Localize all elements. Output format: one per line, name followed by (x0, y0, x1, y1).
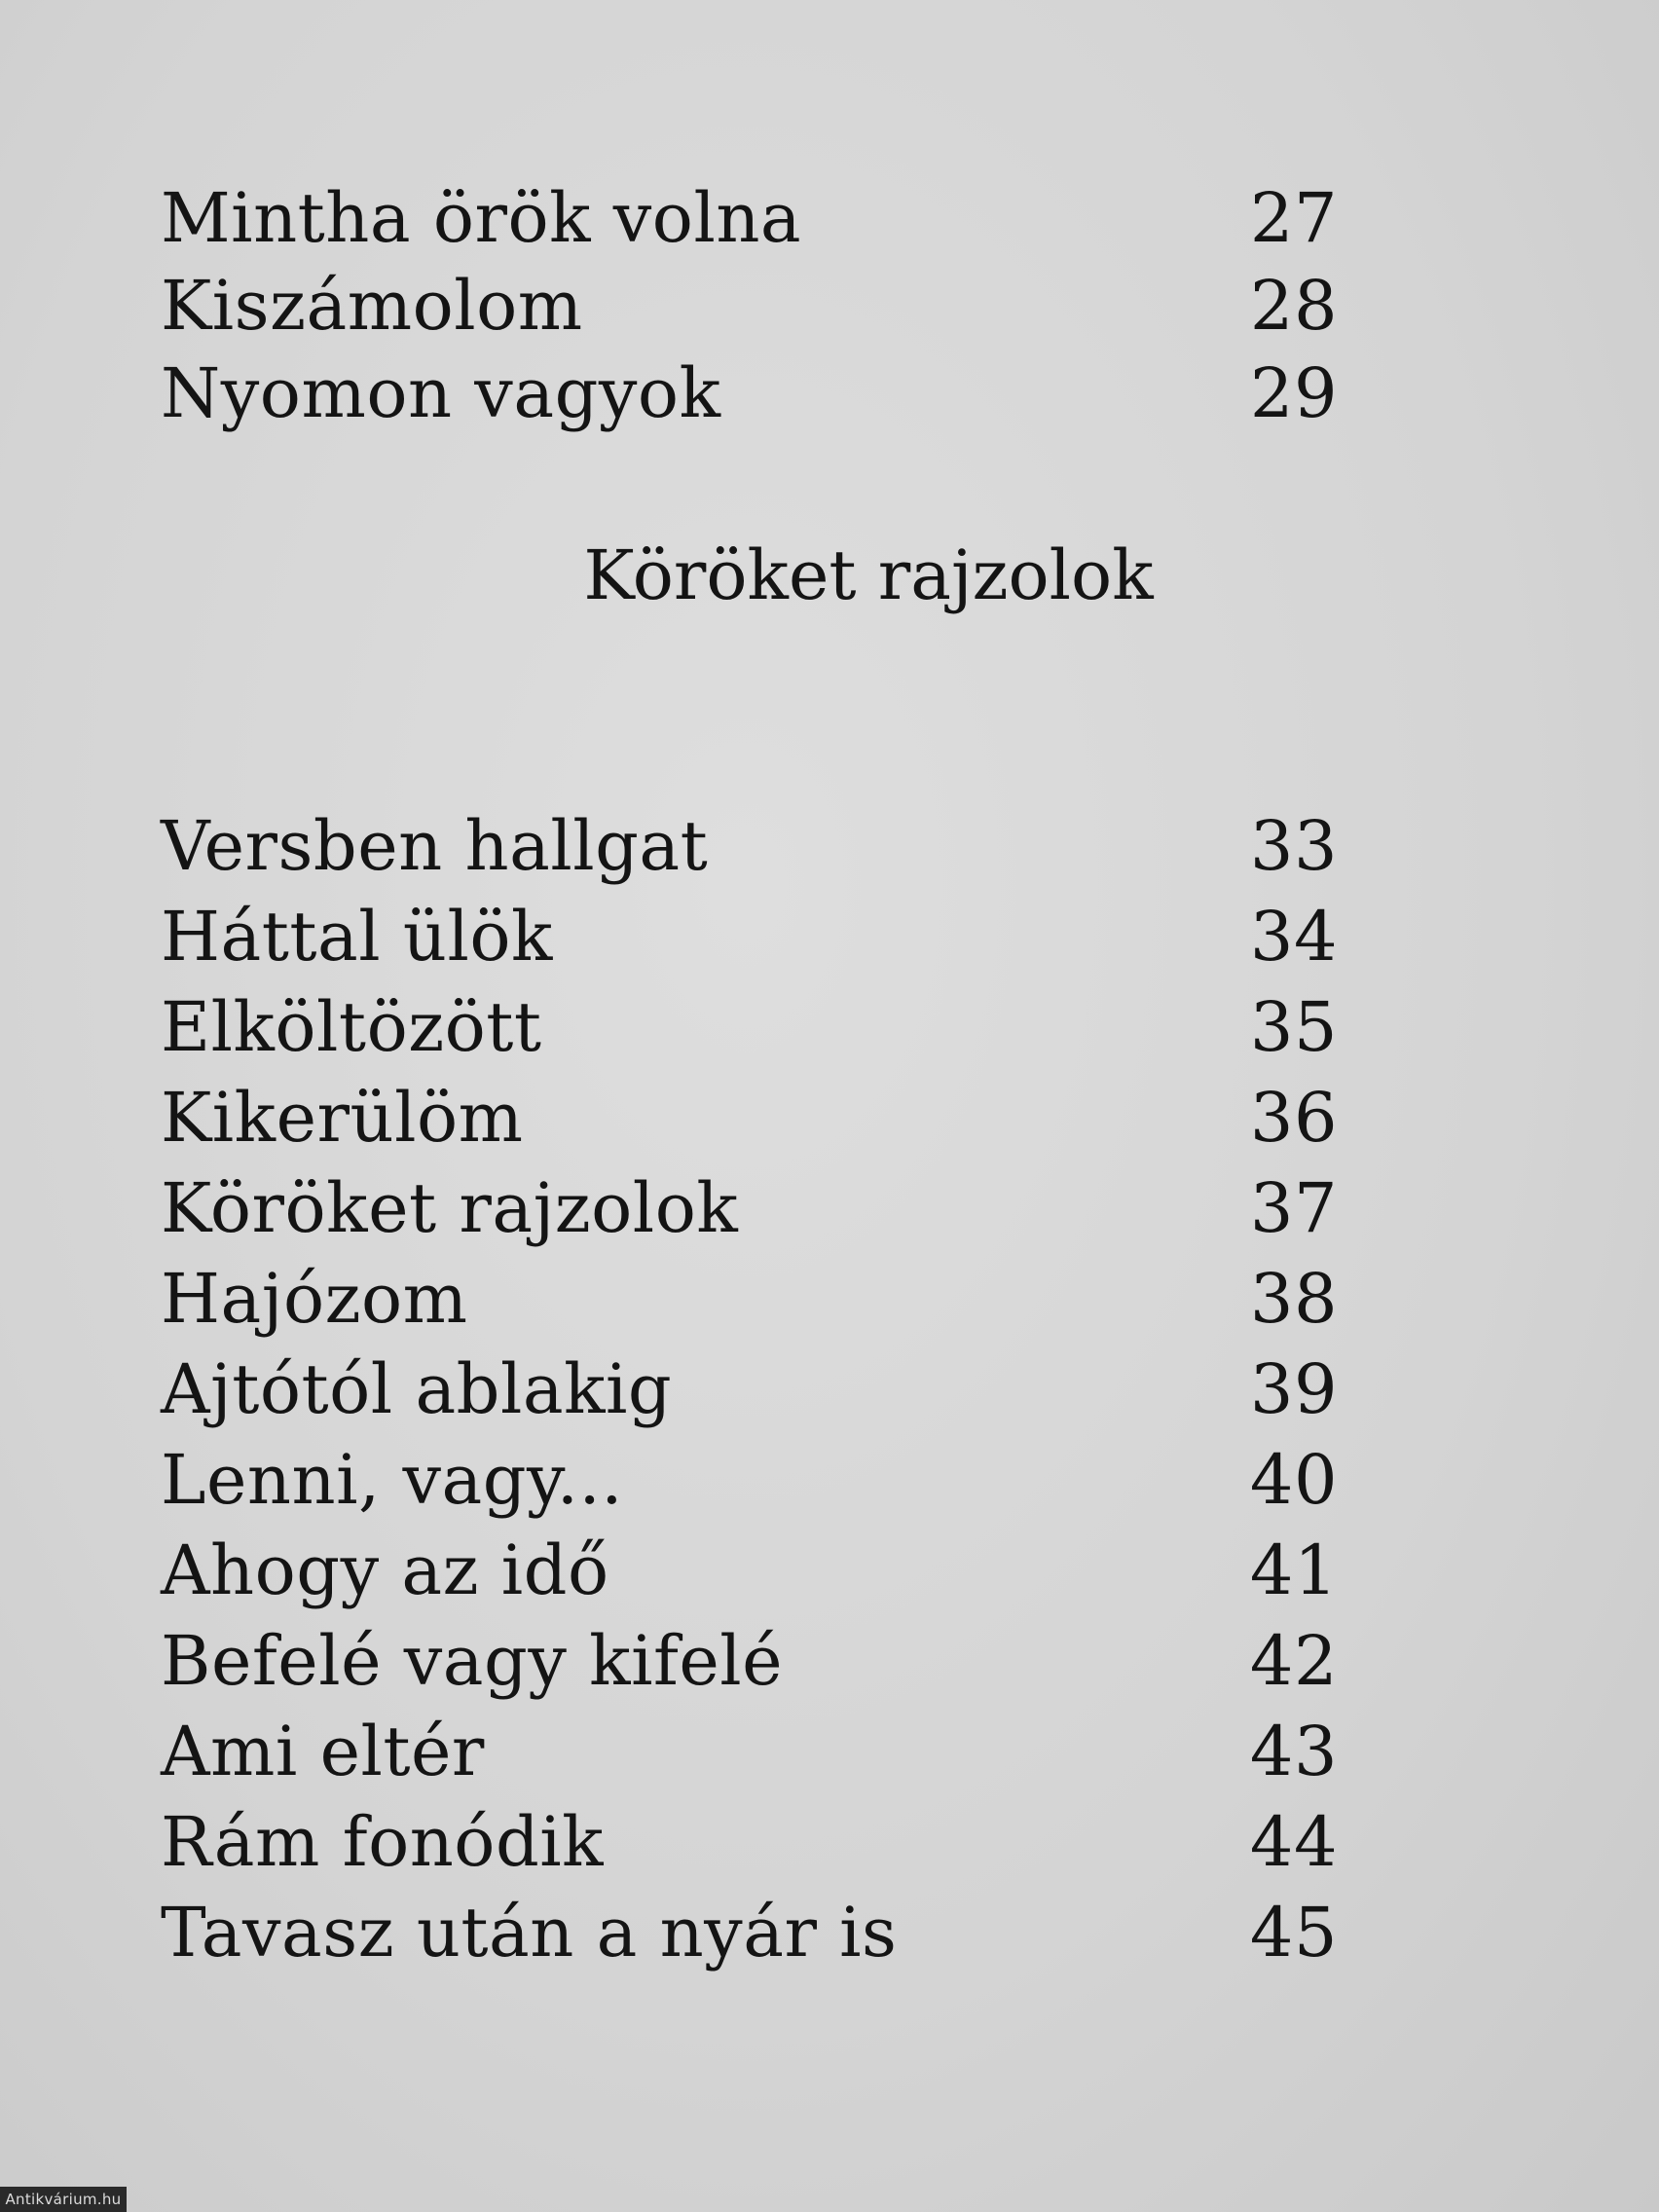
toc-entry-title: Versben hallgat (161, 806, 709, 886)
toc-entry-title: Lenni, vagy... (161, 1440, 624, 1520)
toc-entry-title: Ahogy az idő (161, 1530, 609, 1610)
section-heading: Köröket rajzolok (583, 535, 1154, 615)
toc-entry (0, 1526, 1659, 1615)
toc-entry-page: 27 (1249, 178, 1338, 258)
toc-entry-title: Elköltözött (161, 987, 542, 1067)
toc-entry-page: 42 (1249, 1621, 1338, 1701)
toc-entry (0, 173, 1659, 263)
toc-entry-title: Hajózom (161, 1259, 468, 1339)
toc-entry (0, 801, 1659, 891)
toc-entry (0, 982, 1659, 1072)
toc-entry-title: Ami eltér (161, 1712, 485, 1791)
toc-entry (0, 261, 1659, 350)
toc-entry-title: Ajtótól ablakig (161, 1349, 673, 1429)
toc-entry-title: Rám fonódik (161, 1802, 605, 1882)
toc-entry-title: Kikerülöm (161, 1078, 524, 1158)
toc-entry-page: 29 (1249, 353, 1338, 433)
toc-entry-page: 41 (1249, 1530, 1338, 1610)
toc-entry-title: Nyomon vagyok (161, 353, 721, 433)
toc-entry (0, 1616, 1659, 1706)
toc-entry (0, 1707, 1659, 1796)
toc-entry-page: 38 (1249, 1259, 1338, 1339)
toc-entry-page: 40 (1249, 1440, 1338, 1520)
toc-entry-page: 43 (1249, 1712, 1338, 1791)
source-watermark: Antikvárium.hu (0, 2187, 127, 2212)
toc-entry-title: Kiszámolom (161, 266, 583, 346)
toc-entry (0, 1254, 1659, 1344)
toc-entry (0, 1797, 1659, 1887)
toc-entry (0, 349, 1659, 438)
toc-entry (0, 1163, 1659, 1253)
toc-entry-page: 39 (1249, 1349, 1338, 1429)
toc-entry-title: Mintha örök volna (161, 178, 802, 258)
toc-entry-page: 33 (1249, 806, 1338, 886)
toc-entry (0, 1345, 1659, 1434)
toc-entry-title: Háttal ülök (161, 897, 553, 977)
toc-entry-page: 35 (1249, 987, 1338, 1067)
toc-entry-page: 36 (1249, 1078, 1338, 1158)
toc-entry (0, 892, 1659, 981)
toc-entry (0, 1435, 1659, 1525)
toc-entry-page: 37 (1249, 1168, 1338, 1248)
toc-entry-page: 45 (1249, 1893, 1338, 1972)
toc-entry-title: Köröket rajzolok (161, 1168, 739, 1248)
toc-entry-title: Befelé vagy kifelé (161, 1621, 784, 1701)
toc-entry-title: Tavasz után a nyár is (161, 1893, 898, 1972)
toc-entry-page: 28 (1249, 266, 1338, 346)
toc-entry (0, 1888, 1659, 1977)
toc-entry-page: 44 (1249, 1802, 1338, 1882)
toc-entry-page: 34 (1249, 897, 1338, 977)
toc-entry (0, 1073, 1659, 1162)
